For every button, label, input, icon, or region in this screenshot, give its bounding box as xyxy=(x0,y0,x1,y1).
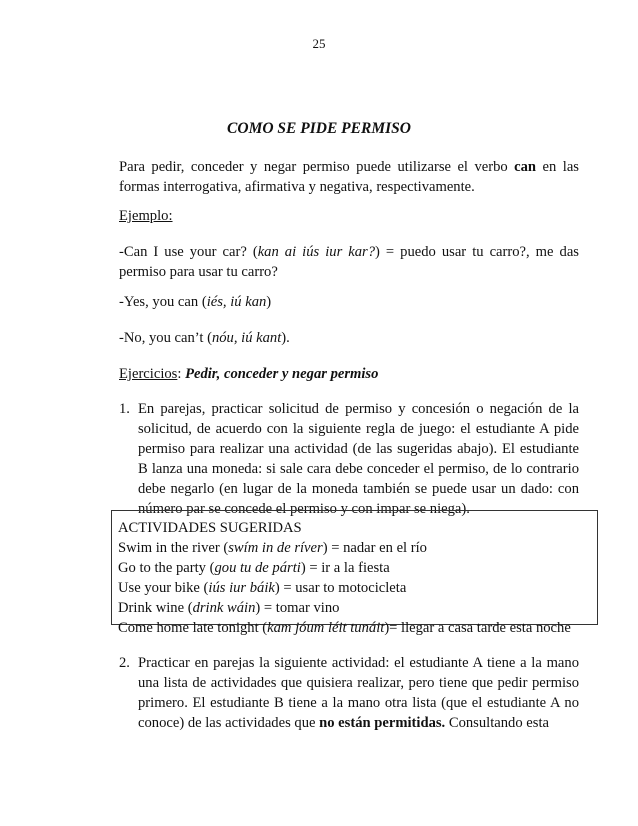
ejercicios-topic: Pedir, conceder y negar permiso xyxy=(185,366,379,382)
example-question-pronunciation: kan ai iús iur kar? xyxy=(257,244,376,260)
box-heading: ACTIVIDADES SUGERIDAS xyxy=(118,520,302,536)
exercise-number: 2. xyxy=(119,655,130,671)
ejemplo-heading: Ejemplo: xyxy=(119,208,173,224)
page-title: COMO SE PIDE PERMISO xyxy=(227,120,411,137)
ejercicios-heading xyxy=(119,364,579,384)
exercise-text-bold: no están permitidas. xyxy=(319,715,446,731)
activity-pronunciation: drink wáin xyxy=(192,600,256,616)
intro-paragraph xyxy=(119,157,579,197)
activity-row xyxy=(118,538,597,558)
activity-translation: ) = tomar vino xyxy=(255,600,340,616)
activity-row xyxy=(118,558,597,578)
activity-english: Come home late tonight ( xyxy=(118,620,268,636)
exercise-item-1 xyxy=(119,399,579,519)
exercise-item-2 xyxy=(119,653,579,733)
activity-row xyxy=(118,618,597,638)
example-question-translation: ) = puedo usar tu carro?, me das permiso para usar tu carro? xyxy=(119,244,579,280)
activity-translation: ) = nadar en el río xyxy=(322,540,427,556)
exercise-text: En parejas, practicar solicitud de permiso y concesión o negación de la solicitud, de acuerdo con la siguiente regla de juego: el estudiante A pide permiso para realizar una actividad (de las sugeridas abajo). El estudiante B lanza una moneda: si sale cara debe conceder el permiso, de lo contrario debe negarlo (en lugar de la moneda también se puede usar un dado: con número par se concede el permiso y con impar se niega). xyxy=(138,401,579,517)
activity-english: Drink wine ( xyxy=(118,600,193,616)
example-question-text: -Can I use your car? ( xyxy=(119,244,258,260)
example-no-pronunciation: nóu, iú kant xyxy=(211,330,282,346)
page-number: 25 xyxy=(312,36,326,51)
suggested-activities-box xyxy=(111,510,598,636)
exercise-number: 1. xyxy=(119,401,130,417)
ejercicios-separator: : xyxy=(177,366,186,382)
example-yes-end: ) xyxy=(266,294,272,310)
ejercicios-label: Ejercicios xyxy=(119,366,178,382)
example-yes-text: -Yes, you can ( xyxy=(119,294,207,310)
exercise-text xyxy=(138,653,579,733)
example-yes-pronunciation: iés, iú kan xyxy=(206,294,267,310)
example-no-end: ). xyxy=(281,330,290,346)
activity-translation: ) = usar to motocicleta xyxy=(274,580,407,596)
exercise-text-end: Consultando esta xyxy=(445,715,549,731)
example-no xyxy=(119,328,579,348)
example-yes xyxy=(119,292,579,312)
intro-text: Para pedir, conceder y negar permiso puede utilizarse el verbo xyxy=(119,159,515,175)
activity-row xyxy=(118,578,597,598)
example-question xyxy=(119,242,579,282)
activity-row xyxy=(118,598,597,618)
intro-verb: can xyxy=(514,159,537,175)
activity-translation: )= llegar a casa tarde esta noche xyxy=(384,620,571,636)
exercise-text-start: Practicar en parejas la siguiente actividad: el estudiante A tiene a la mano una lista de actividades que quisiera realizar, pero tiene que pedir permiso primero. El estudiante B tiene a la mano otra lista (que el estudiante A no conoce) de las actividades que xyxy=(138,655,579,731)
intro-text-end: en las formas interrogativa, afirmativa y negativa, respectivamente. xyxy=(119,159,579,195)
activity-english: Use your bike ( xyxy=(118,580,209,596)
activity-translation: ) = ir a la fiesta xyxy=(300,560,390,576)
activity-pronunciation: iús iur báik xyxy=(208,580,275,596)
activity-english: Swim in the river ( xyxy=(118,540,229,556)
activity-pronunciation: kam jóum léit tunáit xyxy=(267,620,385,636)
activity-pronunciation: swím in de ríver xyxy=(228,540,323,556)
activity-pronunciation: gou tu de párti xyxy=(214,560,301,576)
activity-english: Go to the party ( xyxy=(118,560,215,576)
example-no-text: -No, you can’t ( xyxy=(119,330,212,346)
